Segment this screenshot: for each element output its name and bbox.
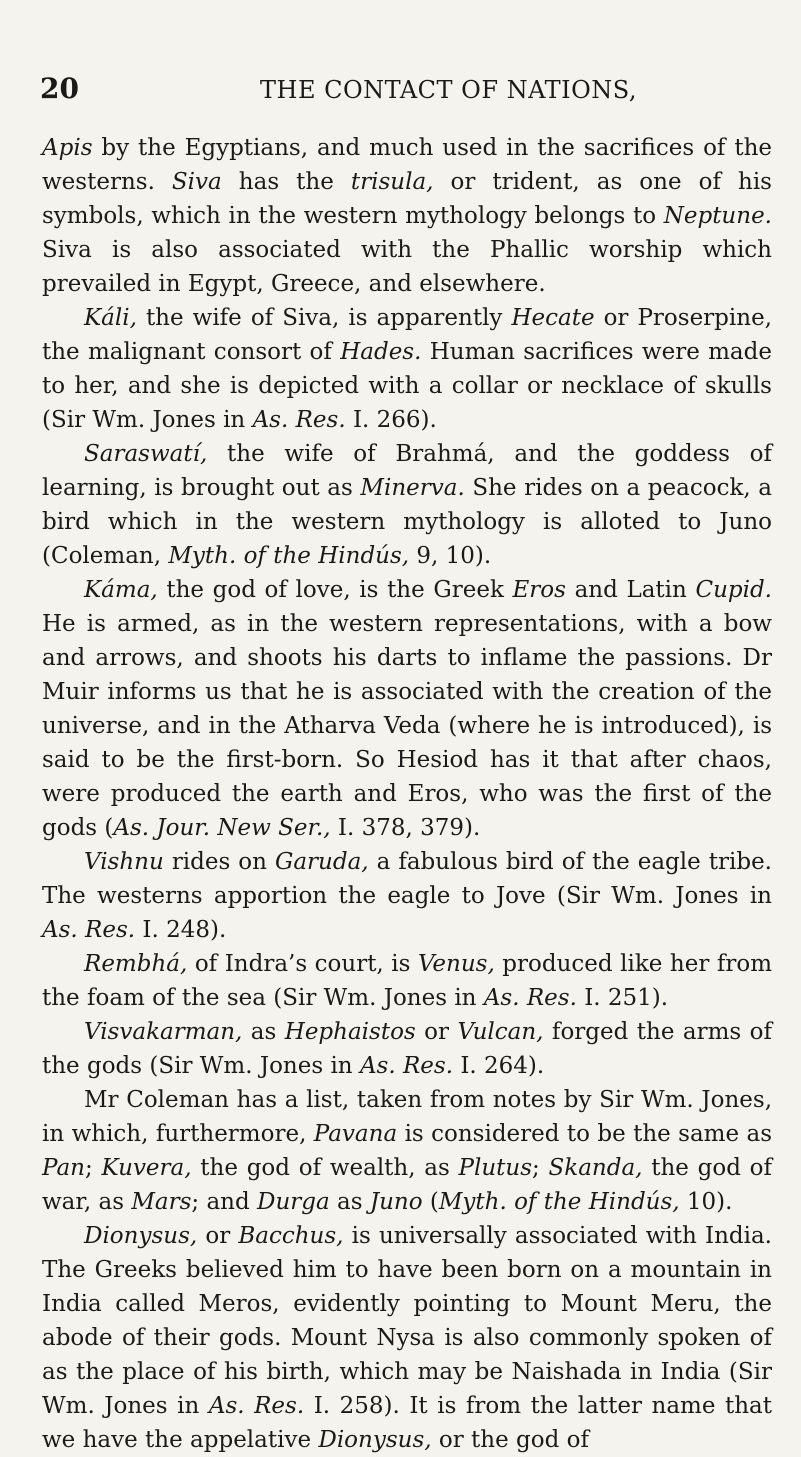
italic-run: Vulcan, xyxy=(457,1019,544,1045)
italic-run: Vishnu xyxy=(84,849,164,875)
text-run: I. 264). xyxy=(453,1053,545,1079)
text-run: forged the arms of the gods (Sir Wm. Jones in xyxy=(42,1019,772,1079)
text-run: is considered to be the same as xyxy=(397,1121,772,1147)
italic-run: As. Res. xyxy=(252,407,346,433)
italic-run: Apis xyxy=(42,135,93,161)
italic-run: Siva xyxy=(171,169,222,195)
text-run: ; xyxy=(84,1155,102,1181)
text-run: or xyxy=(197,1223,239,1249)
text-run: is universally associated with India. The Greeks believed him to have been born on a mountain in India called Meros, evidently pointing to Mount Meru, the abode of their gods. Mount Nysa is also commonly spoken of as the place of his birth, which may be Naishada in India (Sir Wm. Jones in xyxy=(42,1223,772,1419)
italic-run: Hephaistos xyxy=(284,1019,416,1045)
paragraph xyxy=(42,1219,772,1457)
page-number: 20 xyxy=(40,72,79,105)
italic-run: Pan xyxy=(42,1155,85,1181)
italic-run: Rembhá, xyxy=(84,951,188,977)
text-run: ; and xyxy=(191,1189,258,1215)
text-run: I. 266). xyxy=(345,407,437,433)
text-run: She rides on a peacock, a bird which in the western mythology is alloted to Juno (Coleman, xyxy=(42,475,773,569)
italic-run: Saraswatí, xyxy=(84,441,208,467)
italic-run: Myth. of the Hindús, xyxy=(168,543,410,569)
italic-run: Bacchus, xyxy=(238,1223,344,1249)
italic-run: Dionysus, xyxy=(318,1427,432,1453)
text-run: by the Egyptians, and much used in the sacrifices of the westerns. xyxy=(42,135,772,195)
text-run: rides on xyxy=(163,849,275,875)
text-run: the god of wealth, as xyxy=(191,1155,459,1181)
text-run: or xyxy=(415,1019,458,1045)
italic-run: Neptune. xyxy=(663,203,772,229)
text-run: I. 251). xyxy=(576,985,669,1011)
italic-run: As. Res. xyxy=(359,1053,454,1079)
paragraph xyxy=(42,131,772,301)
paragraph xyxy=(42,437,772,573)
paragraph xyxy=(42,845,772,947)
text-run: 9, 10). xyxy=(409,543,492,569)
text-run: He is armed, as in the western representations, with a bow and arrows, and shoots his darts to inflame the passions. Dr Muir informs us that he is associated with the creation of the universe, and in the Atharva Veda (where he is introduced), is said to be the first-born. So Hesiod has it that after chaos, were produced the earth and Eros, who was the first of the gods ( xyxy=(42,611,772,841)
text-run: I. 378, 379). xyxy=(330,815,481,841)
paragraph xyxy=(42,301,772,437)
italic-run: Eros xyxy=(512,577,566,603)
italic-run: As. Res. xyxy=(208,1393,305,1419)
italic-run: Venus, xyxy=(417,951,495,977)
italic-run: Minerva. xyxy=(360,475,465,501)
italic-run: Cupid. xyxy=(695,577,772,603)
text-run: Mr Coleman has a list, taken from notes by Sir Wm. Jones, in which, furthermore, xyxy=(42,1087,772,1147)
text-run: the wife of Brahmá, and the goddess of learning, is brought out as xyxy=(42,441,772,501)
italic-run: As. Res. xyxy=(42,917,136,943)
text-run: of Indra’s court, is xyxy=(187,951,418,977)
italic-run: Visvakarman, xyxy=(84,1019,243,1045)
text-run: ( xyxy=(422,1189,439,1215)
paragraph xyxy=(42,1015,772,1083)
paragraph xyxy=(42,1083,772,1219)
body-text xyxy=(42,131,772,1457)
italic-run: Durga xyxy=(257,1189,330,1215)
text-run: I. 258). It is from the latter name that we have the appelative xyxy=(42,1393,772,1453)
text-run: as xyxy=(242,1019,285,1045)
text-run: produced like her from the foam of the sea (Sir Wm. Jones in xyxy=(42,951,773,1011)
text-run: as xyxy=(329,1189,370,1215)
italic-run: Myth. of the Hindús, xyxy=(438,1189,680,1215)
italic-run: Hades. xyxy=(340,339,422,365)
italic-run: Káma, xyxy=(84,577,158,603)
text-run: or the god of xyxy=(431,1427,589,1453)
text-run: Human sacrifices were made to her, and she is depicted with a collar or necklace of skulls (Sir Wm. Jones in xyxy=(42,339,772,433)
italic-run: Káli, xyxy=(84,305,137,331)
italic-run: Mars xyxy=(131,1189,192,1215)
italic-run: Hecate xyxy=(511,305,595,331)
italic-run: Garuda, xyxy=(274,849,369,875)
text-run: ; xyxy=(532,1155,549,1181)
text-run: and Latin xyxy=(565,577,696,603)
running-head: THE CONTACT OF NATIONS, xyxy=(260,76,638,104)
italic-run: Juno xyxy=(369,1189,423,1215)
italic-run: Skanda, xyxy=(548,1155,643,1181)
text-run: the god of war, as xyxy=(42,1155,773,1215)
text-run: or Proserpine, the malignant consort of xyxy=(42,305,772,365)
text-run: or trident, as one of his symbols, which in the western mythology belongs to xyxy=(42,169,772,229)
paragraph xyxy=(42,947,772,1015)
italic-run: Kuvera, xyxy=(101,1155,192,1181)
text-run: I. 248). xyxy=(135,917,227,943)
text-run: the wife of Siva, is apparently xyxy=(136,305,512,331)
italic-run: As. Res. xyxy=(483,985,577,1011)
italic-run: trisula, xyxy=(350,169,434,195)
text-run: a fabulous bird of the eagle tribe. The westerns apportion the eagle to Jove (Sir Wm. Jones in xyxy=(42,849,772,909)
italic-run: As. Jour. New Ser., xyxy=(113,815,331,841)
paragraph xyxy=(42,573,772,845)
italic-run: Dionysus, xyxy=(84,1223,198,1249)
text-run: has the xyxy=(221,169,351,195)
text-run: the god of love, is the Greek xyxy=(157,577,513,603)
italic-run: Plutus xyxy=(458,1155,533,1181)
italic-run: Pavana xyxy=(313,1121,398,1147)
text-run: Siva is also associated with the Phallic worship which prevailed in Egypt, Greece, and elsewhere. xyxy=(42,237,772,297)
text-run: 10). xyxy=(679,1189,733,1215)
